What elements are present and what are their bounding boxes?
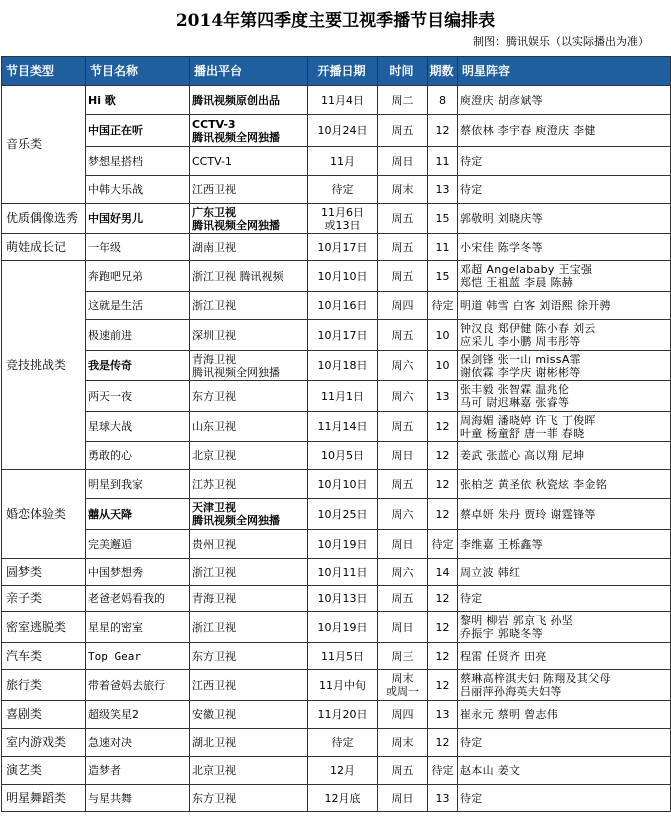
table-row (2, 701, 671, 729)
start-date-cell: 10月5日 (308, 442, 378, 470)
airtime-cell: 周日 (378, 785, 428, 812)
program-name-cell: 与星共舞 (86, 785, 190, 812)
header-platform: 播出平台 (190, 57, 308, 86)
table-row (2, 470, 671, 499)
program-name-cell: 中国梦想秀 (86, 559, 190, 586)
platform-cell: CCTV-1 (190, 147, 308, 176)
start-date-cell: 11月20日 (308, 701, 378, 729)
program-name-cell: 中国正在听 (86, 115, 190, 147)
episodes-cell: 11 (428, 234, 458, 261)
platform-cell: 浙江卫视 腾讯视频 (190, 261, 308, 292)
program-name-cell: 老爸老妈看我的 (86, 586, 190, 612)
header-name: 节目名称 (86, 57, 190, 86)
airtime-cell: 周五 (378, 204, 428, 234)
table-header-row (2, 57, 671, 86)
program-name-cell: 两天一夜 (86, 381, 190, 412)
header-stars: 明星阵容 (458, 57, 671, 86)
category-cell: 明星舞蹈类 (2, 785, 86, 812)
episodes-cell: 11 (428, 147, 458, 176)
category-cell: 竞技挑战类 (2, 261, 86, 470)
stars-cell: 姜武 张蓝心 高以翔 尼坤 (458, 442, 671, 470)
stars-cell: 待定 (458, 785, 671, 812)
stars-cell: 待定 (458, 176, 671, 204)
airtime-cell: 周六 (378, 559, 428, 586)
stars-cell: 黎明 柳岩 郭京飞 孙坚 乔振宇 郭晓冬等 (458, 612, 671, 643)
table-body (2, 86, 671, 812)
program-name-cell: Top Gear (86, 643, 190, 670)
platform-cell: 东方卫视 (190, 785, 308, 812)
table-row (2, 670, 671, 701)
program-name-cell: 一年级 (86, 234, 190, 261)
airtime-cell: 周日 (378, 530, 428, 559)
airtime-cell: 周末 (378, 176, 428, 204)
airtime-cell: 周三 (378, 643, 428, 670)
table-row (2, 176, 671, 204)
table-row (2, 204, 671, 234)
start-date-cell: 12月底 (308, 785, 378, 812)
stars-cell: 张柏芝 黄圣依 秋瓷炫 李金铭 (458, 470, 671, 499)
platform-cell: 东方卫视 (190, 643, 308, 670)
table-row (2, 351, 671, 381)
stars-cell: 待定 (458, 729, 671, 757)
program-name-cell: 中国好男儿 (86, 204, 190, 234)
airtime-cell: 周末 或周一 (378, 670, 428, 701)
stars-cell: 待定 (458, 147, 671, 176)
airtime-cell: 周六 (378, 351, 428, 381)
episodes-cell: 13 (428, 381, 458, 412)
category-cell: 喜剧类 (2, 701, 86, 729)
start-date-cell: 10月11日 (308, 559, 378, 586)
platform-cell: 浙江卫视 (190, 292, 308, 320)
platform-cell: 青海卫视 (190, 586, 308, 612)
credit-note: 制图：腾讯娱乐（以实际播出为准） (473, 35, 649, 48)
category-cell: 汽车类 (2, 643, 86, 670)
start-date-cell: 10月13日 (308, 586, 378, 612)
table-row (2, 530, 671, 559)
stars-cell: 蔡依林 李宇春 庾澄庆 李健 (458, 115, 671, 147)
stars-cell: 张丰毅 张智霖 温兆伦 马可 尉迟琳嘉 张睿等 (458, 381, 671, 412)
program-name-cell: 囍从天降 (86, 499, 190, 530)
page-title: 2014年第四季度主要卫视季播节目编排表 (175, 11, 496, 31)
table-row (2, 234, 671, 261)
stars-cell: 蔡琳高梓淇夫妇 陈翔及其父母 吕丽萍孙海英夫妇等 (458, 670, 671, 701)
table-row (2, 147, 671, 176)
category-cell: 旅行类 (2, 670, 86, 701)
episodes-cell: 14 (428, 559, 458, 586)
episodes-cell: 13 (428, 701, 458, 729)
episodes-cell: 待定 (428, 757, 458, 785)
table-row (2, 559, 671, 586)
table-row (2, 785, 671, 812)
start-date-cell: 10月25日 (308, 499, 378, 530)
start-date-cell: 10月19日 (308, 612, 378, 643)
program-name-cell: 我是传奇 (86, 351, 190, 381)
table-row (2, 86, 671, 115)
stars-cell: 明道 韩雪 白客 刘语熙 徐开骋 (458, 292, 671, 320)
airtime-cell: 周四 (378, 701, 428, 729)
start-date-cell: 待定 (308, 729, 378, 757)
category-cell: 室内游戏类 (2, 729, 86, 757)
start-date-cell: 10月18日 (308, 351, 378, 381)
table-row (2, 612, 671, 643)
category-cell: 婚恋体验类 (2, 470, 86, 559)
stars-cell: 赵本山 姜文 (458, 757, 671, 785)
platform-cell: 江西卫视 (190, 176, 308, 204)
start-date-cell: 11月5日 (308, 643, 378, 670)
episodes-cell: 待定 (428, 530, 458, 559)
episodes-cell: 12 (428, 470, 458, 499)
airtime-cell: 周五 (378, 586, 428, 612)
program-name-cell: 明星到我家 (86, 470, 190, 499)
platform-cell: 安徽卫视 (190, 701, 308, 729)
start-date-cell: 11月4日 (308, 86, 378, 115)
table-row (2, 381, 671, 412)
start-date-cell: 10月17日 (308, 234, 378, 261)
start-date-cell: 11月6日 或13日 (308, 204, 378, 234)
start-date-cell: 12月 (308, 757, 378, 785)
start-date-cell: 10月10日 (308, 470, 378, 499)
program-name-cell: 完美邂逅 (86, 530, 190, 559)
program-name-cell: 奔跑吧兄弟 (86, 261, 190, 292)
start-date-cell: 10月17日 (308, 320, 378, 351)
program-name-cell: 带着爸妈去旅行 (86, 670, 190, 701)
episodes-cell: 13 (428, 176, 458, 204)
airtime-cell: 周四 (378, 292, 428, 320)
airtime-cell: 周五 (378, 320, 428, 351)
episodes-cell: 15 (428, 261, 458, 292)
episodes-cell: 12 (428, 670, 458, 701)
platform-cell: CCTV-3 腾讯视频全网独播 (190, 115, 308, 147)
program-name-cell: 星星的密室 (86, 612, 190, 643)
airtime-cell: 周五 (378, 115, 428, 147)
episodes-cell: 15 (428, 204, 458, 234)
header-category: 节目类型 (2, 57, 86, 86)
category-cell: 优质偶像选秀 (2, 204, 86, 234)
stars-cell: 周立波 韩红 (458, 559, 671, 586)
program-name-cell: 梦想星搭档 (86, 147, 190, 176)
table-row (2, 442, 671, 470)
table-row (2, 499, 671, 530)
stars-cell: 保剑锋 张一山 missA霏 谢依霖 李学庆 谢彬彬等 (458, 351, 671, 381)
category-cell: 密室逃脱类 (2, 612, 86, 643)
stars-cell: 崔永元 蔡明 曾志伟 (458, 701, 671, 729)
start-date-cell: 11月中旬 (308, 670, 378, 701)
airtime-cell: 周六 (378, 499, 428, 530)
header-date: 开播日期 (308, 57, 378, 86)
table-row (2, 115, 671, 147)
episodes-cell: 12 (428, 612, 458, 643)
table-row (2, 292, 671, 320)
table-row (2, 586, 671, 612)
platform-cell: 浙江卫视 (190, 612, 308, 643)
stars-cell: 钟汉良 郑伊健 陈小春 刘云 应采儿 李小鹏 周韦彤等 (458, 320, 671, 351)
airtime-cell: 周五 (378, 470, 428, 499)
start-date-cell: 待定 (308, 176, 378, 204)
airtime-cell: 周五 (378, 261, 428, 292)
airtime-cell: 周末 (378, 729, 428, 757)
table-row (2, 757, 671, 785)
category-cell: 音乐类 (2, 86, 86, 204)
airtime-cell: 周五 (378, 234, 428, 261)
platform-cell: 江苏卫视 (190, 470, 308, 499)
platform-cell: 东方卫视 (190, 381, 308, 412)
episodes-cell: 13 (428, 785, 458, 812)
stars-cell: 李维嘉 王栎鑫等 (458, 530, 671, 559)
airtime-cell: 周日 (378, 442, 428, 470)
table-row (2, 643, 671, 670)
airtime-cell: 周六 (378, 381, 428, 412)
episodes-cell: 12 (428, 412, 458, 442)
program-name-cell: 这就是生活 (86, 292, 190, 320)
episodes-cell: 待定 (428, 292, 458, 320)
platform-cell: 北京卫视 (190, 757, 308, 785)
episodes-cell: 10 (428, 351, 458, 381)
airtime-cell: 周五 (378, 412, 428, 442)
platform-cell: 广东卫视 腾讯视频全网独播 (190, 204, 308, 234)
program-name-cell: 中韩大乐战 (86, 176, 190, 204)
stars-cell: 小宋佳 陈学冬等 (458, 234, 671, 261)
start-date-cell: 10月10日 (308, 261, 378, 292)
platform-cell: 湖南卫视 (190, 234, 308, 261)
program-name-cell: 造梦者 (86, 757, 190, 785)
episodes-cell: 12 (428, 643, 458, 670)
airtime-cell: 周二 (378, 86, 428, 115)
platform-cell: 深圳卫视 (190, 320, 308, 351)
program-name-cell: Hi 歌 (86, 86, 190, 115)
episodes-cell: 10 (428, 320, 458, 351)
start-date-cell: 10月24日 (308, 115, 378, 147)
episodes-cell: 12 (428, 499, 458, 530)
category-cell: 圆梦类 (2, 559, 86, 586)
stars-cell: 周海媚 潘晓婷 许飞 丁俊晖 叶童 杨童舒 唐一菲 春晓 (458, 412, 671, 442)
category-cell: 亲子类 (2, 586, 86, 612)
start-date-cell: 10月16日 (308, 292, 378, 320)
platform-cell: 江西卫视 (190, 670, 308, 701)
program-name-cell: 星球大战 (86, 412, 190, 442)
platform-cell: 北京卫视 (190, 442, 308, 470)
stars-cell: 郭敬明 刘晓庆等 (458, 204, 671, 234)
stars-cell: 待定 (458, 586, 671, 612)
stars-cell: 蔡卓妍 朱丹 贾玲 谢霆锋等 (458, 499, 671, 530)
start-date-cell: 10月19日 (308, 530, 378, 559)
program-name-cell: 超级笑星2 (86, 701, 190, 729)
platform-cell: 浙江卫视 (190, 559, 308, 586)
header-time: 时间 (378, 57, 428, 86)
program-name-cell: 勇敢的心 (86, 442, 190, 470)
platform-cell: 青海卫视 腾讯视频全网独播 (190, 351, 308, 381)
episodes-cell: 12 (428, 115, 458, 147)
platform-cell: 腾讯视频原创出品 (190, 86, 308, 115)
airtime-cell: 周五 (378, 757, 428, 785)
start-date-cell: 11月14日 (308, 412, 378, 442)
table-row (2, 261, 671, 292)
platform-cell: 天津卫视 腾讯视频全网独播 (190, 499, 308, 530)
episodes-cell: 12 (428, 729, 458, 757)
stars-cell: 庾澄庆 胡彦斌等 (458, 86, 671, 115)
episodes-cell: 12 (428, 442, 458, 470)
table-row (2, 320, 671, 351)
program-name-cell: 急速对决 (86, 729, 190, 757)
platform-cell: 山东卫视 (190, 412, 308, 442)
table-row (2, 729, 671, 757)
stars-cell: 邓超 Angelababy 王宝强 郑恺 王祖蓝 李晨 陈赫 (458, 261, 671, 292)
airtime-cell: 周日 (378, 612, 428, 643)
header-episodes: 期数 (428, 57, 458, 86)
episodes-cell: 12 (428, 586, 458, 612)
platform-cell: 湖北卫视 (190, 729, 308, 757)
airtime-cell: 周日 (378, 147, 428, 176)
schedule-table (1, 56, 671, 812)
start-date-cell: 11月 (308, 147, 378, 176)
category-cell: 萌娃成长记 (2, 234, 86, 261)
stars-cell: 程雷 任贤齐 田亮 (458, 643, 671, 670)
category-cell: 演艺类 (2, 757, 86, 785)
platform-cell: 贵州卫视 (190, 530, 308, 559)
table-row (2, 412, 671, 442)
program-name-cell: 极速前进 (86, 320, 190, 351)
start-date-cell: 11月1日 (308, 381, 378, 412)
episodes-cell: 8 (428, 86, 458, 115)
